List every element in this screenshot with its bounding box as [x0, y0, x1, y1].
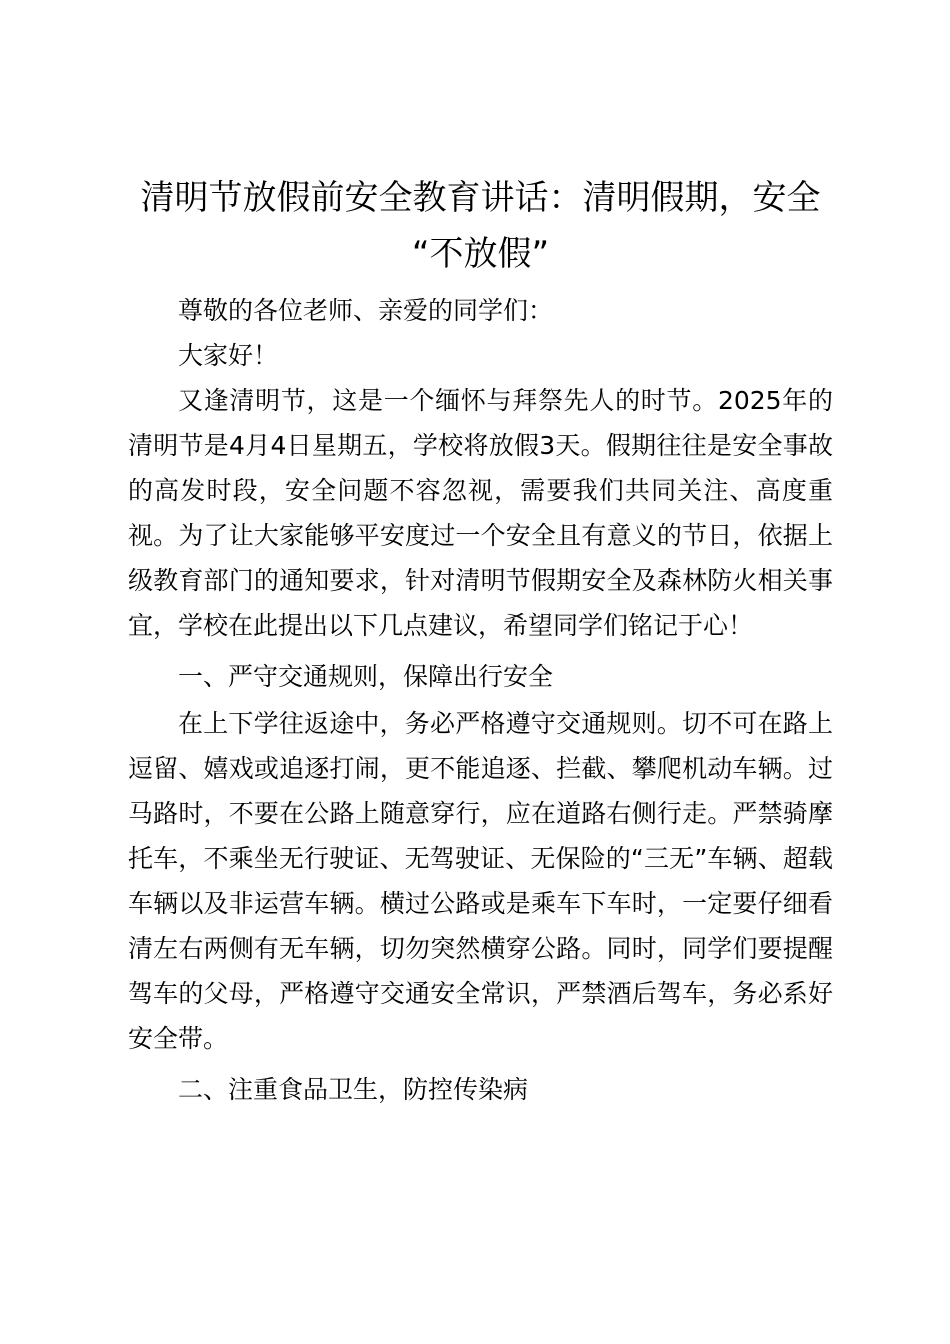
intro-paragraph: 又逢清明节，这是一个缅怀与拜祭先人的时节。2025年的清明节是4月4日星期五，学校将放假3天。假期往往是安全事故的高发时段，安全问题不容忽视，需要我们共同关注、高度重视。为了让大家能够平安度过一个安全且有意义的节日，依据上级教育部门的通知要求，针对清明节假期安全及森林防火相关事宜，学校在此提出以下几点建议，希望同学们铭记于心！ — [128, 386, 833, 640]
section-1-heading: 一、严守交通规则，保障出行安全 — [178, 662, 554, 691]
title-line-2: “不放假” — [411, 234, 550, 274]
greeting: 大家好！ — [178, 341, 279, 370]
document-title — [120, 170, 841, 282]
salutation: 尊敬的各位老师、亲爱的同学们： — [178, 296, 554, 325]
section-2-heading: 二、注重食品卫生，防控传染病 — [178, 1075, 529, 1104]
section-1-paragraph: 在上下学往返途中，务必严格遵守交通规则。切不可在路上逗留、嬉戏或追逐打闹，更不能追逐、拦截、攀爬机动车辆。过马路时，不要在公路上随意穿行，应在道路右侧行走。严禁骑摩托车，不乘坐无行驶证、无驾驶证、无保险的“三无”车辆、超载车辆以及非运营车辆。横过公路或是乘车下车时，一定要仔细看清左右两侧有无车辆，切勿突然横穿公路。同时，同学们要提醒驾车的父母，严格遵守交通安全常识，严禁酒后驾车，务必系好安全带。 — [128, 709, 833, 1053]
document-page — [128, 170, 833, 1114]
title-line-1: 清明节放假前安全教育讲话：清明假期，安全 — [140, 178, 821, 218]
